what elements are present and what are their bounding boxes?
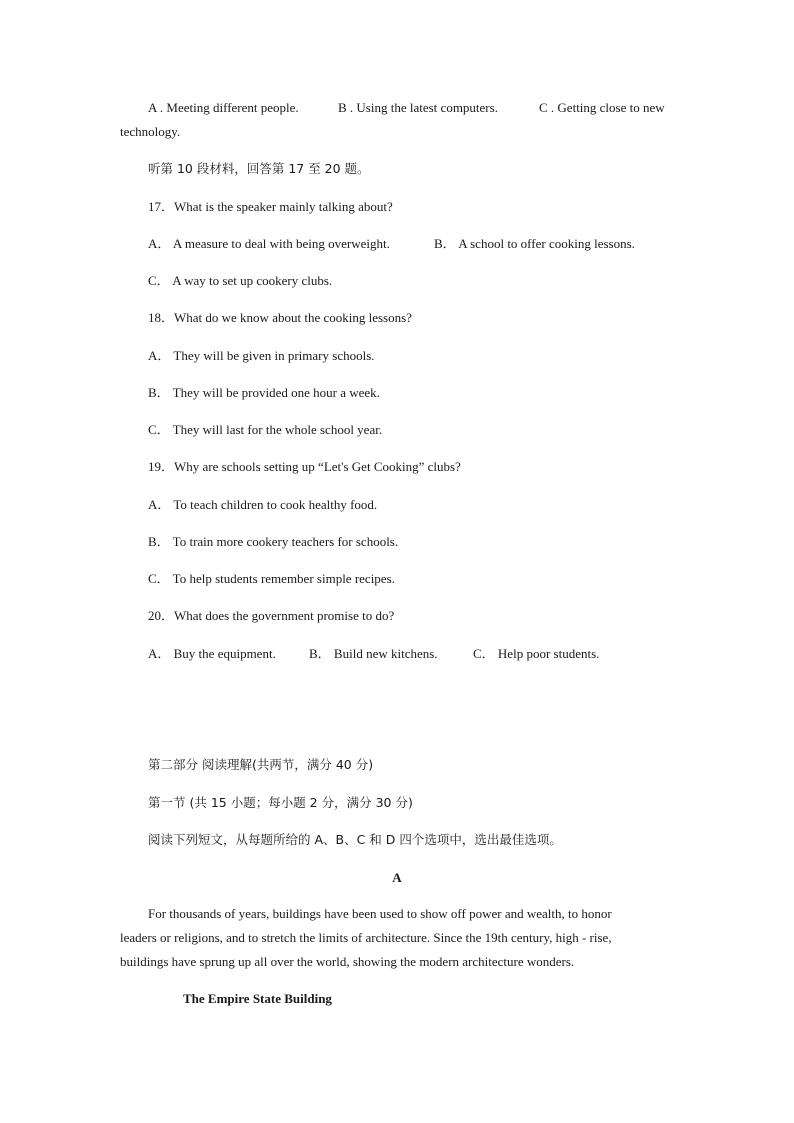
passage-a-line-2: leaders or religions, and to stretch the limits of architecture. Since the 19th century, high - rise,: [120, 930, 612, 945]
q17-option-c: C． A way to set up cookery clubs.: [148, 273, 333, 288]
q20-option-c: C． Help poor students.: [473, 646, 600, 661]
q16-option-a: A . Meeting different people.: [148, 100, 299, 115]
q16-option-b: B . Using the latest computers.: [338, 100, 498, 115]
passage-a-line-3: buildings have sprung up all over the world, showing the modern architecture wonders.: [120, 954, 575, 969]
q16-options: [0, 100, 794, 116]
q19-option-a: A． To teach children to cook healthy food.: [148, 497, 378, 512]
q16-option-c: C . Getting close to new: [539, 100, 665, 115]
q20-options-row: [0, 646, 794, 662]
q20-stem: 20．What does the government promise to do?: [148, 608, 395, 623]
q18-option-c: C． They will last for the whole school year.: [148, 422, 383, 437]
q17-options-row: [0, 236, 794, 252]
q19-option-b: B． To train more cookery teachers for schools.: [148, 534, 399, 549]
q17-option-a: A． A measure to deal with being overweight.: [148, 236, 390, 251]
q18-option-b: B． They will be provided one hour a week.: [148, 385, 380, 400]
listening-section-intro: 听第 10 段材料，回答第 17 至 20 题。: [148, 161, 370, 176]
q20-option-b: B． Build new kitchens.: [309, 646, 438, 661]
q18-stem: 18．What do we know about the cooking lessons?: [148, 310, 412, 325]
part2-instruction: 阅读下列短文，从每题所给的 A、B、C 和 D 四个选项中，选出最佳选项。: [148, 832, 562, 847]
passage-a-label: A: [392, 870, 402, 885]
passage-a-subtitle: The Empire State Building: [183, 991, 332, 1006]
part2-heading: 第二部分 阅读理解(共两节，满分 40 分): [148, 757, 374, 772]
q17-option-b: B． A school to offer cooking lessons.: [434, 236, 635, 251]
q18-option-a: A． They will be given in primary schools.: [148, 348, 375, 363]
q19-stem: 19．Why are schools setting up “Let's Get Cooking” clubs?: [148, 459, 461, 474]
q20-option-a: A． Buy the equipment.: [148, 646, 276, 661]
q16-option-c-continued: technology.: [120, 124, 181, 139]
passage-a-line-1: For thousands of years, buildings have been used to show off power and wealth, to honor: [148, 906, 612, 921]
part2-section1-heading: 第一节 (共 15 小题；每小题 2 分，满分 30 分): [148, 795, 413, 810]
q17-stem: 17．What is the speaker mainly talking about?: [148, 199, 393, 214]
q19-option-c: C． To help students remember simple recipes.: [148, 571, 395, 586]
